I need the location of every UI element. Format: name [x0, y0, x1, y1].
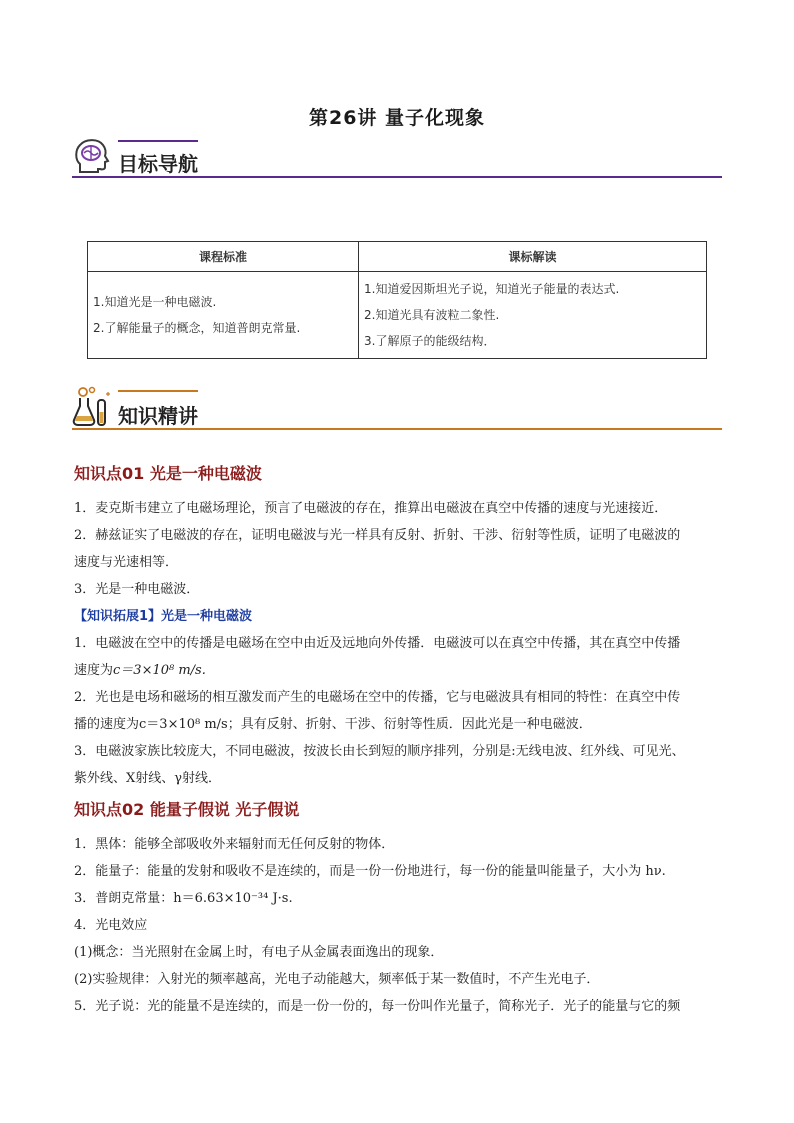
- section-goal-header: [72, 136, 722, 180]
- paragraph-line: 1．黑体：能够全部吸收外来辐射而无任何反射的物体．: [74, 837, 395, 852]
- section-knowledge-label: 知识精讲: [118, 404, 198, 428]
- knowledge-extension-1-title: 【知识拓展1】光是一种电磁波: [74, 609, 253, 624]
- section-goal-label: 目标导航: [118, 152, 198, 176]
- paragraph-line: 3．普朗克常量：h＝6.63×10⁻³⁴ J·s.: [74, 891, 293, 906]
- paragraph-line: 1．麦克斯韦建立了电磁场理论，预言了电磁波的存在，推算出电磁波在真空中传播的速度与光速接近．: [74, 501, 668, 516]
- page-title: 第26讲 量子化现象: [308, 107, 486, 129]
- table-header-row: [88, 242, 707, 272]
- section-knowledge-rule: [72, 428, 722, 430]
- standard-item: 1.知道光是一种电磁波.: [93, 295, 217, 309]
- paragraph-line: 4．光电效应: [74, 918, 148, 933]
- table-header-standards: 课程标准: [88, 242, 359, 272]
- standard-item: 2.了解能量子的概念，知道普朗克常量.: [93, 321, 301, 335]
- section-goal-topline: [118, 140, 198, 142]
- speed-formula-2: c＝3×10⁸ m/s；具有反射、折射、干涉、衍射等性质．因此光是一种电磁波．: [139, 717, 592, 732]
- paragraph-line: 2．能量子：能量的发射和吸收不是连续的，而是一份一份地进行，每一份的能量叫能量子，大小为 hν.: [74, 864, 666, 879]
- knowledge-point-01-title: 知识点01 光是一种电磁波: [74, 464, 262, 483]
- knowledge-point-02-title: 知识点02 能量子假说 光子假说: [74, 800, 300, 819]
- text-fragment: 速度为: [74, 663, 114, 678]
- section-knowledge-topline: [118, 390, 198, 392]
- brain-head-icon: [72, 136, 112, 180]
- paragraph-line: 3．电磁波家族比较庞大，不同电磁波，按波长由长到短的顺序排列，分别是:无线电波、红外线、可见光、: [74, 744, 685, 759]
- text-fragment: 播的速度为: [74, 717, 140, 732]
- paragraph-line: 1．电磁波在空中的传播是电磁场在空中由近及远地向外传播．电磁波可以在真空中传播，其在真空中传播: [74, 636, 681, 651]
- course-standards-table: [87, 241, 707, 359]
- section-knowledge-header: [72, 386, 722, 432]
- paragraph-line: 2．赫兹证实了电磁波的存在，证明电磁波与光一样具有反射、折射、干涉、衍射等性质，证明了电磁波的: [74, 528, 681, 543]
- section-goal-rule: [72, 176, 722, 178]
- interpretation-item: 1.知道爱因斯坦光子说，知道光子能量的表达式.: [364, 282, 620, 296]
- lab-flask-icon: [72, 386, 114, 432]
- paragraph-line: 5．光子说：光的能量不是连续的，而是一份一份的，每一份叫作光量子，简称光子．光子的能量与它的频: [74, 999, 681, 1014]
- paragraph-line: [74, 659, 206, 678]
- paragraph-line: [74, 713, 592, 732]
- speed-formula: c＝3×10⁸ m/s.: [113, 663, 206, 678]
- table-cell-interpretation: [359, 272, 707, 359]
- table-row: [88, 272, 707, 359]
- table-cell-standards: [88, 272, 359, 359]
- paragraph-line: 速度与光速相等．: [74, 555, 179, 570]
- paragraph-line: (2)实验规律：入射光的频率越高，光电子动能越大，频率低于某一数值时，不产生光电子．: [74, 972, 600, 987]
- table-header-interpretation: 课标解读: [359, 242, 707, 272]
- paragraph-line: 2．光也是电场和磁场的相互激发而产生的电磁场在空中的传播，它与电磁波具有相同的特性：在真空中传: [74, 690, 681, 705]
- interpretation-item: 3.了解原子的能级结构．: [364, 334, 496, 348]
- paragraph-line: 3．光是一种电磁波．: [74, 582, 200, 597]
- paragraph-line: (1)概念：当光照射在金属上时，有电子从金属表面逸出的现象．: [74, 945, 444, 960]
- paragraph-line: 紫外线、X射线、γ射线．: [74, 771, 222, 786]
- interpretation-item: 2.知道光具有波粒二象性.: [364, 308, 500, 322]
